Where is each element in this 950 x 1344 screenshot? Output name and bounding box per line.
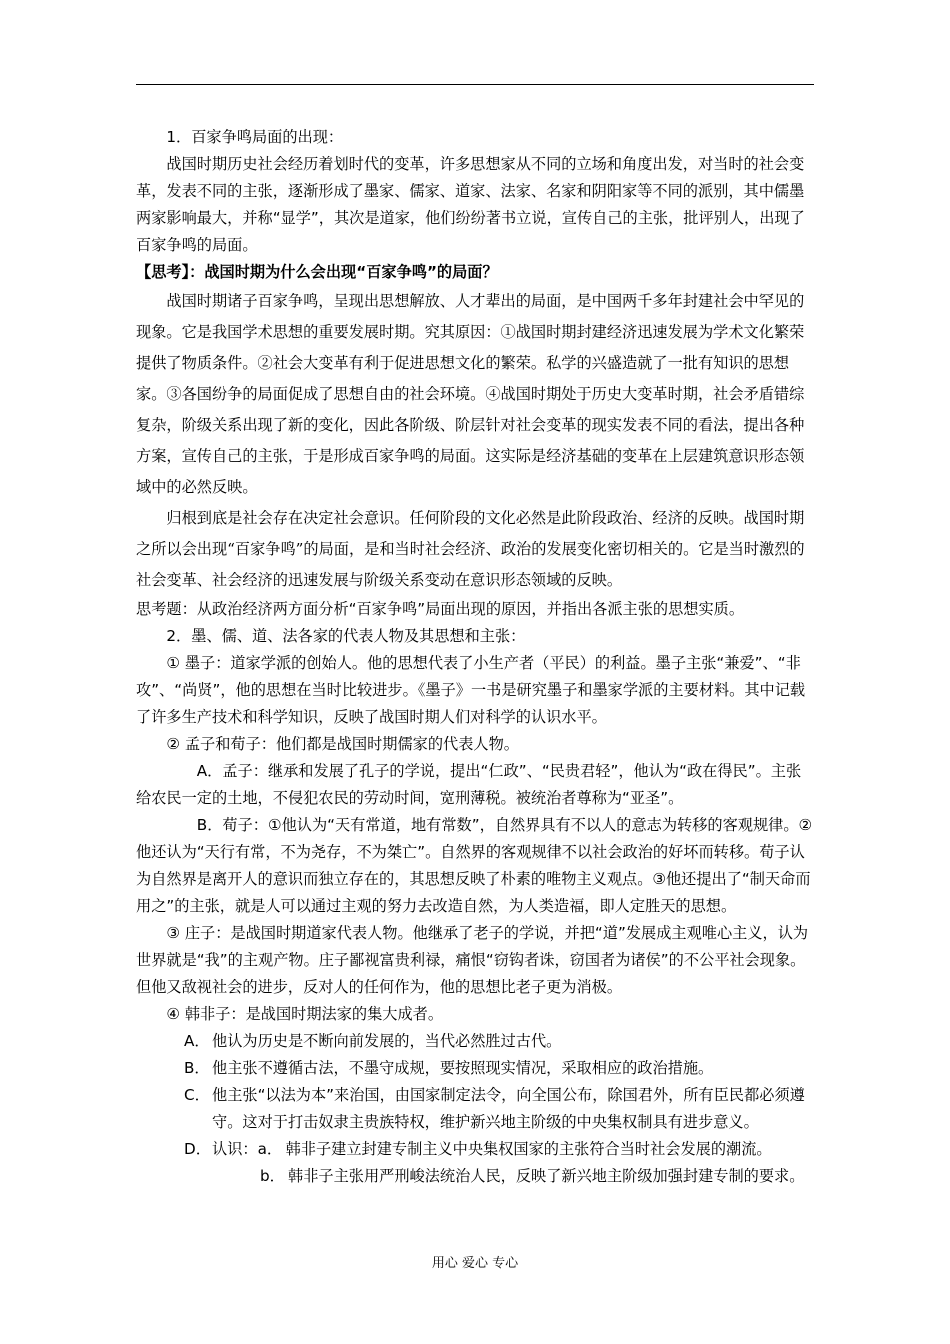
document-body xyxy=(136,124,816,1190)
list-item-label: C． xyxy=(184,1086,210,1104)
section1-paragraph: 战国时期历史社会经历着划时代的变革，许多思想家从不同的立场和角度出发，对当时的社会变革，发表不同的主张，逐渐形成了墨家、儒家、道家、法家、名家和阴阳家等不同的派别，其中儒墨两家影响最大，并称“显学”，其次是道家，他们纷纷著书立说，宣传自己的主张，批评别人，出现了百家争鸣的局面。 xyxy=(136,155,805,254)
zhuangzi-paragraph: ③ 庄子：是战国时期道家代表人物。他继承了老子的学说，并把“道”发展成主观唯心主义，认为世界就是“我”的主观产物。庄子鄙视富贵利禄，痛恨“窃钩者诛，窃国者为诸侯”的不公平社会现象。但他又敌视社会的进步，反对人的任何作为，他的思想比老子更为消极。 xyxy=(136,924,809,996)
list-item-text: 他主张不遵循古法，不墨守成规，要按照现实情况，采取相应的政治措施。 xyxy=(212,1059,714,1077)
page-footer: 用心 爱心 专心 xyxy=(431,1256,519,1271)
mengzi-paragraph: A．孟子：继承和发展了孔子的学说，提出“仁政”、“民贵君轻”，他认为“政在得民”。主张给农民一定的土地，不侵犯农民的劳动时间，宽刑薄税。被统治者尊称为“亚圣”。 xyxy=(136,762,802,807)
think-exercise: 思考题：从政治经济两方面分析“百家争鸣”局面出现的原因，并指出各派主张的思想实质。 xyxy=(136,600,745,618)
think-answer-1: 战国时期诸子百家争鸣，呈现出思想解放、人才辈出的局面，是中国两千多年封建社会中罕见的现象。它是我国学术思想的重要发展时期。究其原因：①战国时期封建经济迅速发展为学术文化繁荣提供了物质条件。②社会大变革有利于促进思想文化的繁荣。私学的兴盛造就了一批有知识的思想家。③各国纷争的局面促成了思想自由的社会环境。④战国时期处于历史大变革时期，社会矛盾错综复杂，阶级关系出现了新的变化，因此各阶级、阶层针对社会变革的现实发表不同的看法，提出各种方案，宣传自己的主张，于是形成百家争鸣的局面。这实际是经济基础的变革在上层建筑意识形态领域中的必然反映。 xyxy=(136,292,805,496)
section1-heading: 1．百家争鸣局面的出现： xyxy=(166,128,344,146)
xunzi-paragraph: B．荀子：①他认为“天有常道，地有常数”，自然界具有不以人的意志为转移的客观规律。②他还认为“天行有常，不为尧存，不为桀亡”。自然界的客观规律不以社会政治的好坏而转移。荀子认为自然界是离开人的意识而独立存在的，其思想反映了朴素的唯物主义观点。③他还提出了“制天命而用之”的主张，就是人可以通过主观的努力去改造自然，为人类造福，即人定胜天的思想。 xyxy=(136,816,813,915)
sub-item-text: 韩非子建立封建专制主义中央集权国家的主张符合当时社会发展的潮流。 xyxy=(285,1140,772,1158)
list-item-d-body xyxy=(212,1136,816,1190)
sub-item xyxy=(212,1136,816,1163)
list-item xyxy=(184,1082,816,1136)
list-item-text: 他认为历史是不断向前发展的，当代必然胜过古代。 xyxy=(212,1032,562,1050)
sub-item-label: a． xyxy=(257,1140,283,1158)
list-item xyxy=(184,1028,816,1055)
sub-item-prefix: 认识： xyxy=(212,1140,258,1158)
list-item xyxy=(184,1055,816,1082)
list-item-text: 他主张“以法为本”来治国，由国家制定法令，向全国公布，除国君外，所有臣民都必须遵守。这对于打击奴隶主贵族特权，维护新兴地主阶级的中央集权制具有进步意义。 xyxy=(212,1086,805,1131)
sub-item xyxy=(260,1163,816,1190)
think-question: 【思考】：战国时期为什么会出现“百家争鸣”的局面？ xyxy=(136,263,498,281)
section2-heading: 2．墨、儒、道、法各家的代表人物及其思想和主张： xyxy=(166,627,526,645)
list-item-label: A． xyxy=(184,1032,210,1050)
sub-item-label: b． xyxy=(260,1167,285,1185)
mozi-paragraph: ① 墨子：道家学派的创始人。他的思想代表了小生产者（平民）的利益。墨子主张“兼爱”、“非攻”、“尚贤”，他的思想在当时比较进步。《墨子》一书是研究墨子和墨家学派的主要材料。其中记载了许多生产技术和科学知识，反映了战国时期人们对科学的认识水平。 xyxy=(136,654,806,726)
header-rule xyxy=(136,84,814,85)
sub-item-text: 韩非子主张用严刑峻法统治人民，反映了新兴地主阶级加强封建专制的要求。 xyxy=(288,1167,805,1185)
hanfeizi-intro: ④ 韩非子：是战国时期法家的集大成者。 xyxy=(166,1005,444,1023)
think-answer-2: 归根到底是社会存在决定社会意识。任何阶段的文化必然是此阶段政治、经济的反映。战国时期之所以会出现“百家争鸣”的局面，是和当时社会经济、政治的发展变化密切相关的。它是当时激烈的社会变革、社会经济的迅速发展与阶级关系变动在意识形态领域的反映。 xyxy=(136,509,805,589)
list-item-label: B． xyxy=(184,1059,210,1077)
list-item-d xyxy=(184,1136,816,1190)
list-item-label: D． xyxy=(184,1140,211,1158)
mengxun-paragraph: ② 孟子和荀子：他们都是战国时期儒家的代表人物。 xyxy=(166,735,519,753)
